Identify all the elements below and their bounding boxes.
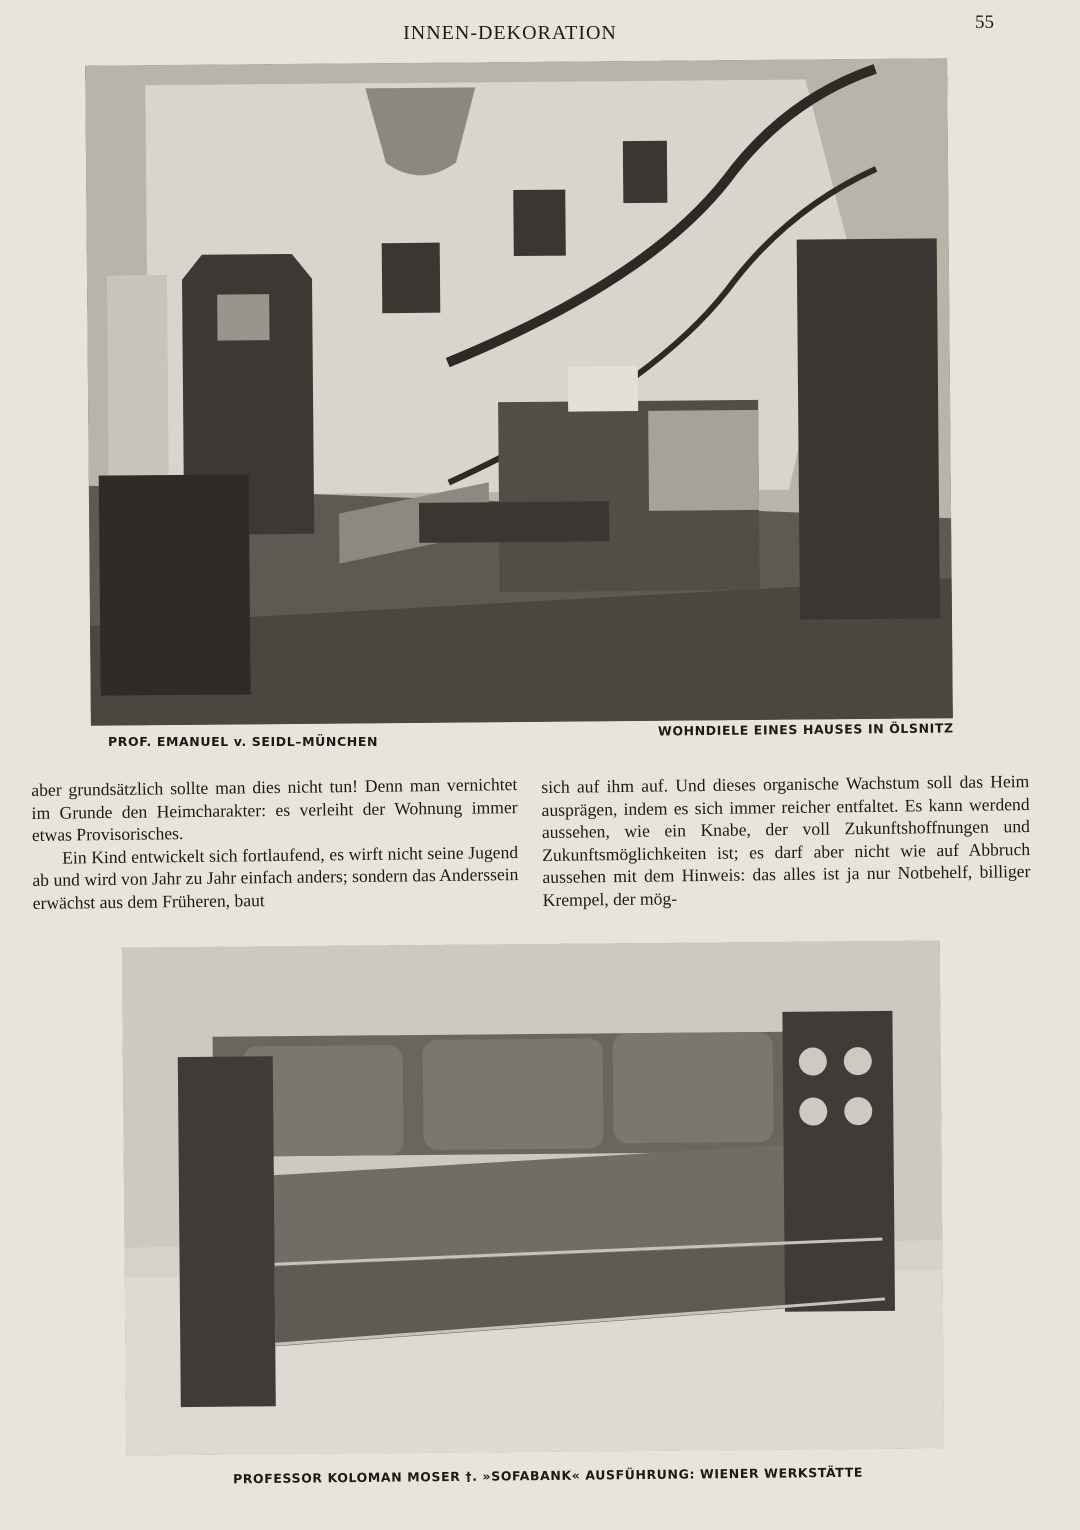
running-title: INNEN-DEKORATION	[403, 22, 617, 44]
figure-caption-left: PROF. EMANUEL v. SEIDL–MÜNCHEN	[108, 734, 379, 749]
paragraph: sich auf ihm auf. Und dieses organische Wachstum soll das Heim ausprägen, indem es sich immer reicher entfaltet. Es kann werdend aussehen, wie ein Knabe, der voll Zukunftshoffnungen und Zukunftsmöglichkeiten ist; es darf aber nicht wie auf Abbruch aussehen mit dem Hinweis: das alles ist ja nur Notbehelf, billiger Krempel, der mög-	[541, 771, 1031, 910]
body-text-right-column	[541, 770, 1031, 911]
paragraph: aber grundsätzlich sollte man dies nicht tun! Denn man vernichtet im Grunde den Heimcharakter: es verleiht der Wohnung immer etwas Provisorisches.	[31, 774, 518, 845]
body-text-left-column	[31, 773, 519, 914]
sofa-photograph-image	[122, 940, 944, 1455]
page-number: 55	[975, 12, 994, 33]
figure-caption-bottom: PROFESSOR KOLOMAN MOSER †. »SOFABANK« AUSFÜHRUNG: WIENER WERKSTÄTTE	[232, 1464, 863, 1487]
sofa-photograph	[122, 940, 944, 1455]
hall-photograph	[85, 58, 953, 725]
hall-photograph-image	[85, 58, 953, 725]
figure-caption-right: WOHNDIELE EINES HAUSES IN ÖLSNITZ	[657, 720, 954, 739]
paragraph: Ein Kind entwickelt sich fortlaufend, es wirft nicht seine Jugend ab und wird von Jahr zu Jahr einfach anders; sondern das Anderssein erwächst aus dem Früheren, baut	[32, 841, 519, 913]
